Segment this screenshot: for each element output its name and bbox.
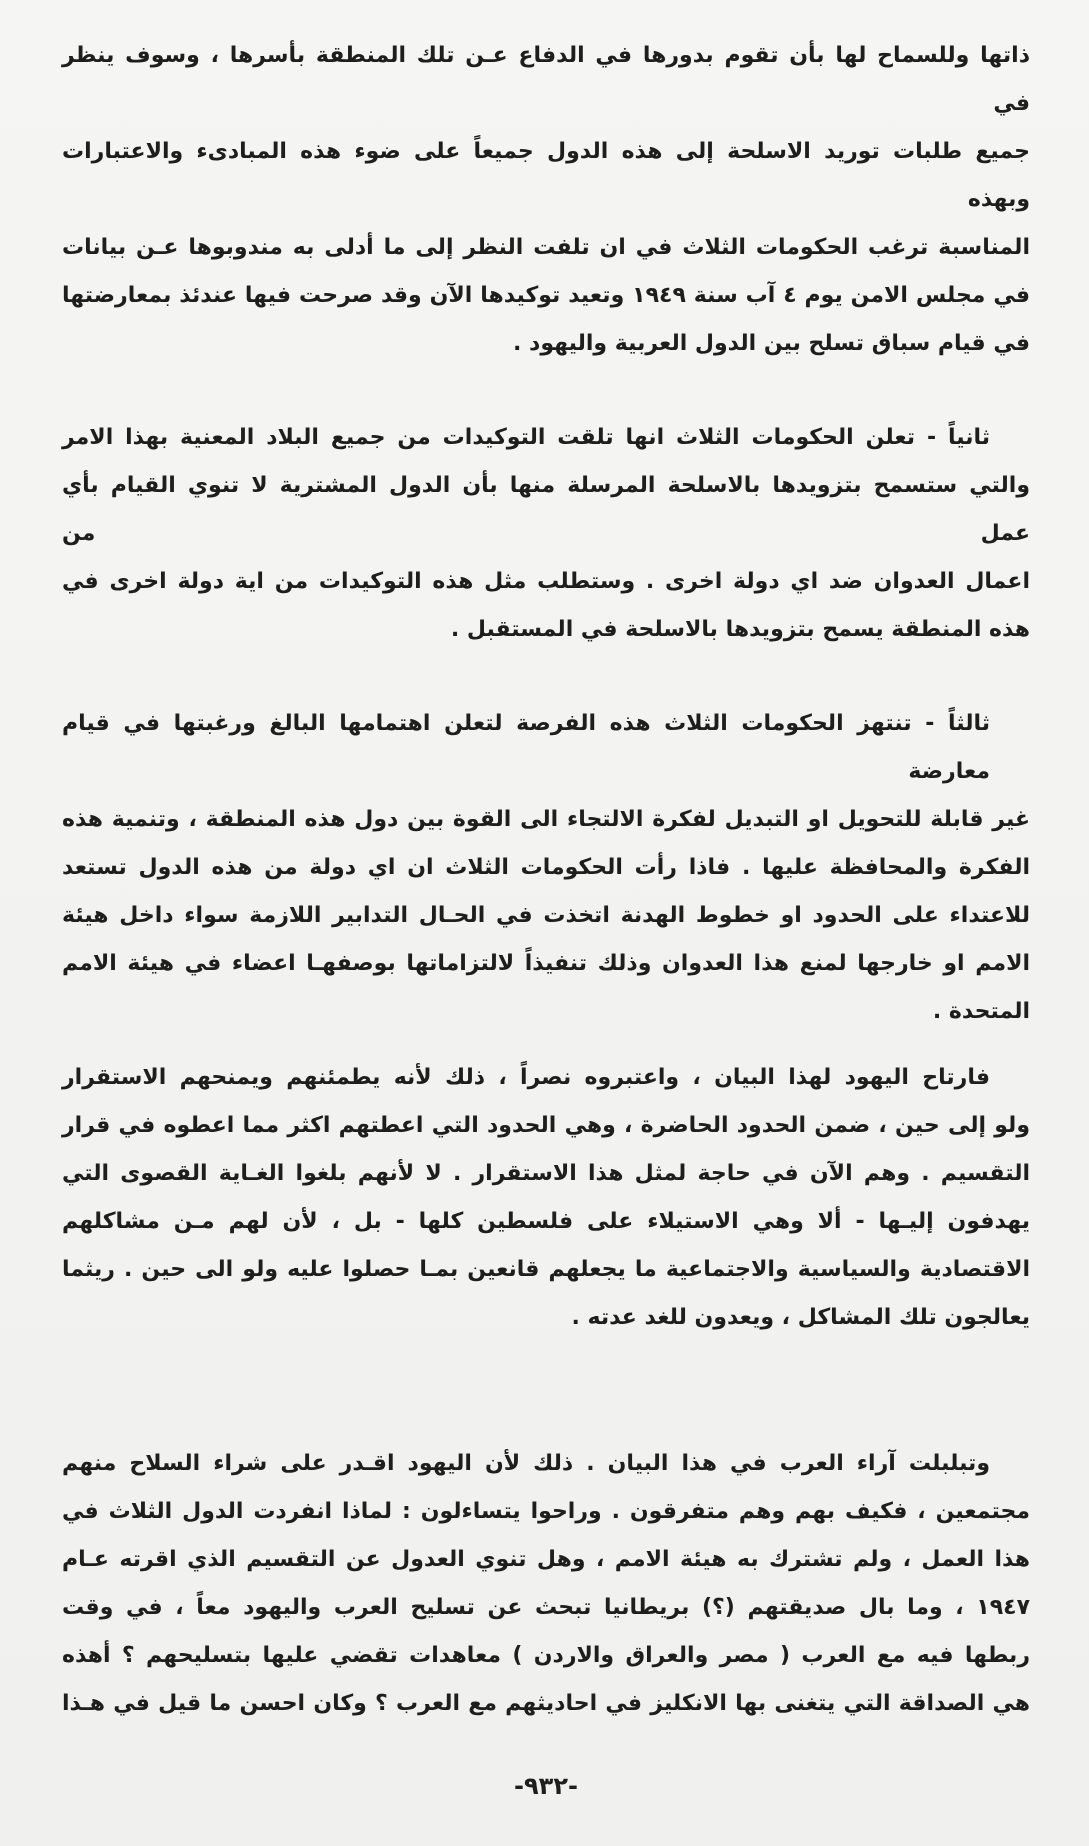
text-line: ولو إلى حين ، ضمن الحدود الحاضرة ، وهي الحدود التي اعطتهم اكثر مما اعطوه في قرار	[62, 1113, 1030, 1138]
paragraph-1	[62, 32, 1030, 368]
page-number: -٩٣٢-	[514, 1772, 578, 1800]
text-line: هي الصداقة التي يتغنى بها الانكليز في احاديثهم مع العرب ؟ وكان احسن ما قيل في هـذا	[62, 1691, 1030, 1716]
text-line: والتي ستسمح بتزويدها بالاسلحة المرسلة منها بأن الدول المشترية لا تنوي القيام بأي عمل من	[62, 473, 1030, 546]
paragraph-2	[62, 414, 1030, 654]
text-line: غير قابلة للتحويل او التبديل لفكرة الالتجاء الى القوة بين دول هذه المنطقة ، وتنمية هذه	[62, 807, 1030, 832]
text-line: فارتاح اليهود لهذا البيان ، واعتبروه نصراً ، ذلك لأنه يطمئنهم ويمنحهم الاستقرار	[62, 1065, 990, 1090]
text-line: المناسبة ترغب الحكومات الثلاث في ان تلفت النظر إلى ما أدلى به مندوبوها عـن بيانات	[62, 235, 1030, 260]
text-line: المتحدة .	[932, 999, 1030, 1024]
text-line: ربطها فيه مع العرب ( مصر والعراق والاردن ) معاهدات تقضي عليها بتسليحهم ؟ أهذه	[62, 1643, 1030, 1668]
text-line: ذاتها وللسماح لها بأن تقوم بدورها في الدفاع عـن تلك المنطقة بأسرها ، وسوف ينظر في	[62, 43, 1030, 116]
text-line: مجتمعين ، فكيف بهم وهم متفرقون . وراحوا يتساءلون : لماذا انفردت الدول الثلاث في	[62, 1499, 1030, 1524]
text-line: التقسيم . وهم الآن في حاجة لمثل هذا الاستقرار . لا لأنهم بلغوا الغـاية القصوى التي	[62, 1161, 1030, 1186]
text-line: للاعتداء على الحدود او خطوط الهدنة اتخذت في الحـال التدابير اللازمة سواء داخل هيئة	[62, 903, 1030, 928]
text-line: اعمال العدوان ضد اي دولة اخرى . وستطلب مثل هذه التوكيدات من اية دولة اخرى في	[62, 569, 1030, 594]
paragraph-3	[62, 700, 1030, 1036]
text-line: في مجلس الامن يوم ٤ آب سنة ١٩٤٩ وتعيد توكيدها الآن وقد صرحت فيها عندئذ بمعارضتها	[62, 283, 1030, 308]
text-line: وتبلبلت آراء العرب في هذا البيان . ذلك لأن اليهود اقـدر على شراء السلاح منهم	[62, 1451, 990, 1476]
text-line: هذه المنطقة يسمح بتزويدها بالاسلحة في المستقبل .	[450, 617, 1030, 642]
paragraph-5	[62, 1440, 1030, 1728]
text-line: ثانياً - تعلن الحكومات الثلاث انها تلقت التوكيدات من جميع البلاد المعنية بهذا الامر	[62, 425, 990, 450]
text-line: الفكرة والمحافظة عليها . فاذا رأت الحكومات الثلاث ان اي دولة من هذه الدول تستعد	[62, 855, 1030, 880]
text-line: جميع طلبات توريد الاسلحة إلى هذه الدول جميعاً على ضوء هذه المبادىء والاعتبارات وبهذه	[62, 139, 1030, 212]
text-line: يعالجون تلك المشاكل ، ويعدون للغد عدته .	[571, 1305, 1030, 1330]
paragraph-4	[62, 1054, 1030, 1342]
text-line: ١٩٤٧ ، وما بال صديقتهم (؟) بريطانيا تبحث عن تسليح العرب واليهود معاً ، في وقت	[62, 1595, 1030, 1620]
text-line: هذا العمل ، ولم تشترك به هيئة الامم ، وهل تنوي العدول عن التقسيم الذي اقرته عـام	[62, 1547, 1030, 1572]
text-line: يهدفون إليـها - ألا وهي الاستيلاء على فلسطين كلها - بل ، لأن لهم مـن مشاكلهم	[62, 1209, 1030, 1234]
text-line: في قيام سباق تسلح بين الدول العربية واليهود .	[513, 331, 1030, 356]
text-line: ثالثاً - تنتهز الحكومات الثلاث هذه الفرصة لتعلن اهتمامها البالغ ورغبتها في قيام معارضة	[62, 711, 990, 784]
text-line: الاقتصادية والسياسية والاجتماعية ما يجعلهم قانعين بمـا حصلوا عليه ولو الى حين . ريثما	[62, 1257, 1030, 1282]
text-line: الامم او خارجها لمنع هذا العدوان وذلك تنفيذاً لالتزاماتها بوصفهـا اعضاء في هيئة الامم	[62, 951, 1030, 976]
